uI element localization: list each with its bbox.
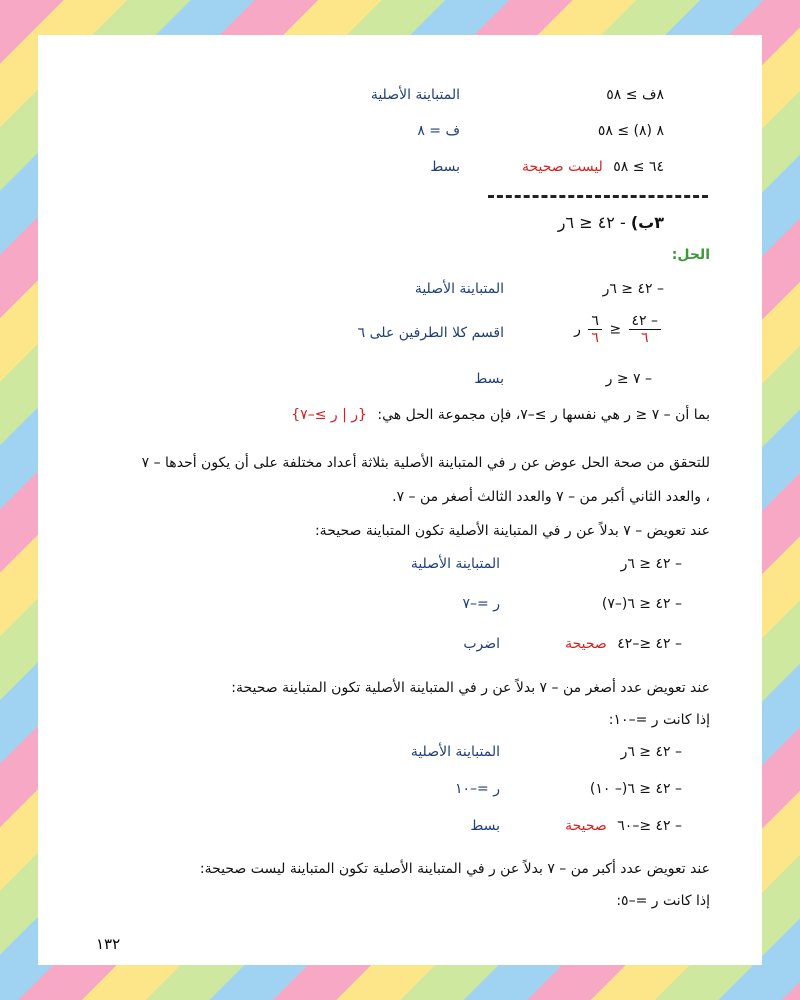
- solution-set-sentence: [291, 407, 710, 423]
- a-r1-expr: – ٤٢ ≤ ٦ر: [620, 556, 682, 572]
- b-r3-inequality: – ٤٢ ≤–٦٠: [617, 818, 682, 834]
- fraction-right-numerator: ٦: [588, 313, 602, 330]
- q3b-expression: - ٤٢ ≤ ٦ر: [557, 213, 626, 232]
- top-r2-label: ف = ٨: [417, 123, 460, 139]
- b-r3-label: بسط: [470, 818, 500, 834]
- a-r2-expr: – ٤٢ ≤ ٦(–٧): [601, 596, 682, 612]
- check-paragraph-1: للتحقق من صحة الحل عوض عن ر في المتباينة الأصلية بثلاثة أعداد مختلفة على أن يكون أحدها – ٧: [141, 455, 710, 471]
- solution-label: الحل:: [671, 247, 710, 263]
- b-r3-expr: [565, 818, 682, 834]
- top-r2-expr: ٨ (٨) ≥ ٥٨: [597, 123, 664, 139]
- fraction-right-denominator: ٦: [591, 330, 599, 346]
- q3b-s1-label: المتباينة الأصلية: [414, 281, 504, 297]
- a-r3-label: اضرب: [463, 636, 500, 652]
- q3b-s3-expr: – ٧ ≤ ر: [605, 371, 652, 387]
- q3b-title: ٣ب): [630, 213, 664, 232]
- a-r3-expr: [565, 636, 682, 652]
- top-r1-label: المتباينة الأصلية: [370, 87, 460, 103]
- b-r1-label: المتباينة الأصلية: [410, 744, 500, 760]
- b-paragraph-2: إذا كانت ر =–١٠:: [608, 712, 710, 728]
- b-r2-label: ر =–١٠: [455, 781, 500, 797]
- b-r2-expr: – ٤٢ ≤ ٦(– ١٠): [589, 781, 682, 797]
- c-paragraph-1: عند تعويض عدد أكبر من – ٧ بدلاً عن ر في المتباينة الأصلية تكون المتباينة ليست صحيحة:: [199, 861, 710, 877]
- fraction-right: [588, 313, 602, 346]
- fraction-left: [629, 313, 662, 346]
- q3b-s3-label: بسط: [474, 371, 504, 387]
- q3b-s2-fraction-expr: [574, 313, 664, 346]
- leq-sign: ≤: [609, 321, 622, 338]
- b-paragraph-1: عند تعويض عدد أصغر من – ٧ بدلاً عن ر في المتباينة الأصلية تكون المتباينة صحيحة:: [231, 680, 710, 696]
- page: [38, 35, 762, 965]
- b-r1-expr: – ٤٢ ≤ ٦ر: [620, 744, 682, 760]
- top-r1-expr: ٨ف ≥ ٥٨: [606, 87, 664, 103]
- top-r3-expr: [522, 159, 664, 175]
- page-number: ١٣٢: [96, 935, 121, 953]
- solution-set: {ر | ر ≥–٧}: [291, 407, 367, 423]
- b-r3-status: صحيحة: [565, 818, 607, 834]
- check-paragraph-2: ، والعدد الثاني أكبر من – ٧ والعدد الثالث أصغر من – ٧.: [392, 489, 710, 505]
- q3b-s1-expr: – ٤٢ ≤ ٦ر: [602, 281, 664, 297]
- fraction-left-numerator: – ٤٢: [629, 313, 662, 330]
- a-r1-label: المتباينة الأصلية: [410, 556, 500, 572]
- a-r2-label: ر =–٧: [462, 596, 500, 612]
- top-r3-status: ليست صحيحة: [521, 159, 603, 175]
- q3b-s2-label: اقسم كلا الطرفين على ٦: [357, 325, 504, 341]
- c-paragraph-2: إذا كانت ر =–٥:: [616, 893, 710, 909]
- q3b-heading: [558, 213, 664, 232]
- top-r3-label: بسط: [430, 159, 460, 175]
- check-paragraph-3: عند تعويض – ٧ بدلاً عن ر في المتباينة الأصلية تكون المتباينة صحيحة:: [314, 523, 710, 539]
- fraction-left-denominator: ٦: [640, 330, 649, 346]
- a-r3-inequality: – ٤٢ ≤–٤٢: [617, 636, 682, 652]
- fraction-variable: ر: [574, 321, 581, 338]
- a-r3-status: صحيحة: [565, 636, 607, 652]
- solution-set-text: بما أن – ٧ ≤ ر هي نفسها ر ≥–٧، فإن مجموعة الحل هي:: [377, 407, 710, 423]
- top-r3-inequality: ٦٤ ≥ ٥٨: [613, 159, 664, 175]
- separator: [488, 195, 708, 198]
